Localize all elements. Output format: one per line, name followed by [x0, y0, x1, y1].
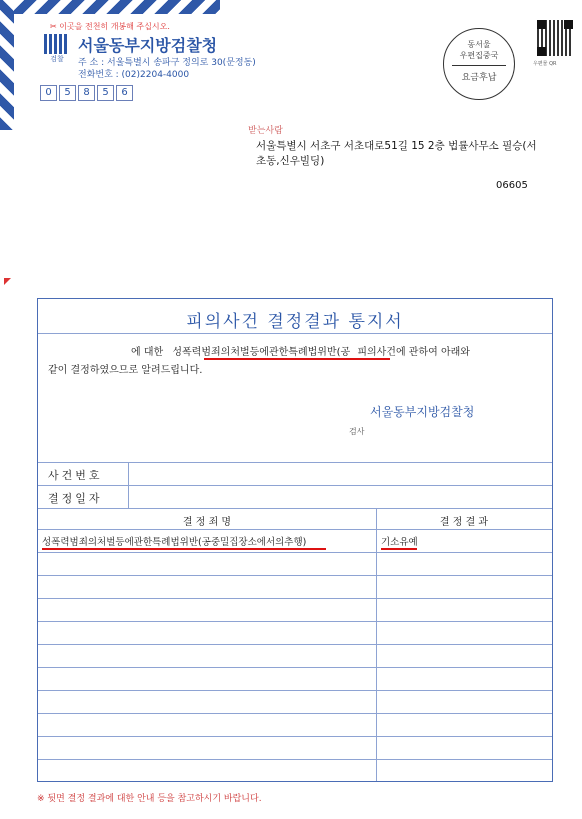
notice-form: [37, 298, 553, 782]
issuing-office: 서울동부지방검찰청: [370, 405, 475, 419]
recipient-zip: 06605: [496, 180, 528, 191]
sender-zip: 0 5 8 5 6: [40, 80, 135, 101]
prosecutor-label: 검사: [349, 427, 365, 436]
qr-caption: 우편물 QR: [533, 61, 557, 67]
recipient-address-line2: 초동,신우빌딩): [256, 155, 325, 167]
airmail-stripe-left: [0, 0, 14, 130]
airmail-stripe: [0, 0, 220, 14]
red-underline-result: [381, 548, 417, 550]
recipient-label: 받는사람: [248, 126, 283, 136]
intro-line2: 같이 결정하였으므로 알려드립니다.: [48, 365, 203, 376]
case-number-label: 사건번호: [48, 469, 103, 482]
row-result: 기소유예: [381, 537, 418, 548]
footer-note: ※ 뒷면 결정 결과에 대한 안내 등을 참고하시기 바랍니다.: [37, 794, 262, 804]
office-address: 주 소 : 서울특별시 송파구 정의로 30(문정동): [78, 58, 256, 68]
scissors-icon: ✂: [50, 22, 60, 31]
recipient-address-line1: 서울특별시 서초구 서초대로51길 15 2층 법률사무소 필승(서: [256, 140, 537, 152]
office-phone: 전화번호 : (02)2204-4000: [78, 70, 190, 80]
col-header-result: 결 정 결 과: [439, 517, 489, 528]
red-underline-row-charge: [42, 548, 326, 550]
fold-mark: [4, 278, 11, 285]
decision-date-label: 결정일자: [48, 492, 103, 505]
qr-code: [537, 20, 573, 56]
office-logo: 검찰: [44, 34, 70, 70]
charge-short: 성폭력범죄의처벌등에관한특례법위반(공: [172, 347, 351, 358]
intro-line1: 에 대한 성폭력범죄의처벌등에관한특례법위반(공 피의사건에 관하여 아래와: [131, 347, 470, 358]
row-charge: 성폭력범죄의처벌등에관한특례법위반(공중밀집장소에서의추행): [42, 537, 307, 548]
office-name: 서울동부지방검찰청: [78, 36, 218, 55]
red-underline-charge: [204, 358, 390, 360]
form-title: 피의사건 결정결과 통지서: [186, 312, 404, 332]
open-notice: ✂ 이곳을 전천히 개봉해 주십시오.: [50, 22, 170, 31]
postal-stamp: 동서울 우편집중국 요금후납: [443, 28, 515, 100]
col-header-charge: 결 정 죄 명: [182, 517, 232, 528]
